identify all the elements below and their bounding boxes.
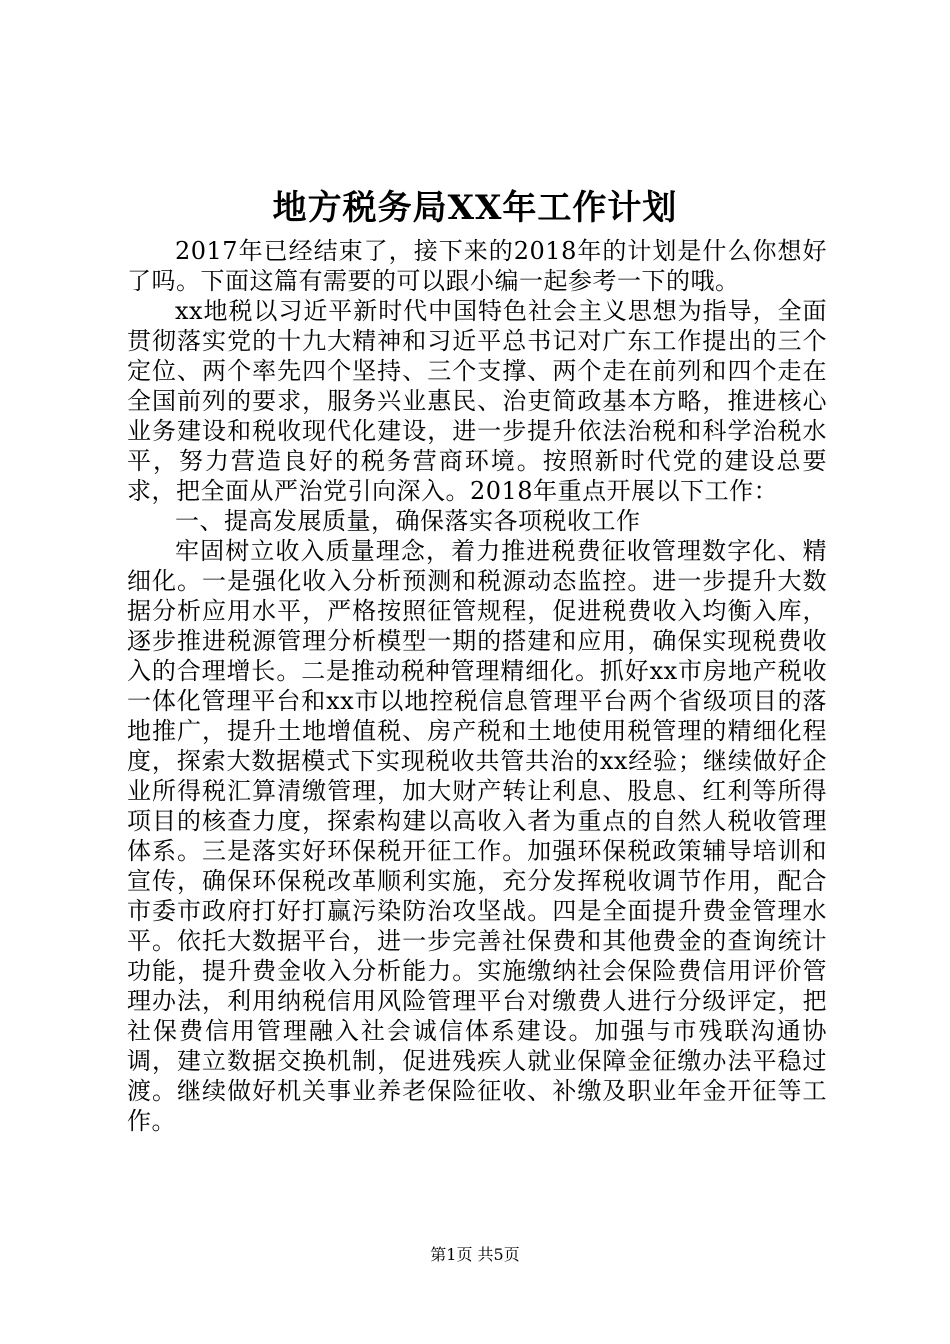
section-paragraph: 牢固树立收入质量理念，着力推进税费征收管理数字化、精细化。一是强化收入分析预测和税源动态监控。进一步提升大数据分析应用水平，严格按照征管规程，促进税费收入均衡入库，逐步推进税源管理分析模型一期的搭建和应用，确保实现税费收入的合理增长。二是推动税种管理精细化。抓好xx市房地产税收一体化管理平台和xx市以地控税信息管理平台两个省级项目的落地推广，提升土地增值税、房产税和土地使用税管理的精细化程度，探索大数据模式下实现税收共管共治的xx经验；继续做好企业所得税汇算清缴管理，加大财产转让利息、股息、红利等所得项目的核查力度，探索构建以高收入者为重点的自然人税收管理体系。三是落实好环保税开征工作。加强环保税政策辅导培训和宣传，确保环保税改革顺利实施，充分发挥税收调节作用，配合市委市政府打好打赢污染防治攻坚战。四是全面提升费金管理水平。依托大数据平台，进一步完善社保费和其他费金的查询统计功能，提升费金收入分析能力。实施缴纳社会保险费信用评价管理办法，利用纳税信用风险管理平台对缴费人进行分级评定，把社保费信用管理融入社会诚信体系建设。加强与市残联沟通协调，建立数据交换机制，促进残疾人就业保障金征缴办法平稳过渡。继续做好机关事业养老保险征收、补缴及职业年金开征等工作。 xyxy=(127,537,827,1135)
section-heading: 一、提高发展质量，确保落实各项税收工作 xyxy=(175,507,641,535)
page-number: 第1页 共5页 xyxy=(430,1245,520,1264)
overview-paragraph: xx地税以习近平新时代中国特色社会主义思想为指导，全面贯彻落实党的十九大精神和习近平总书记对广东工作提出的三个定位、两个率先四个坚持、三个支撑、两个走在前列和四个走在全国前列的要求，服务兴业惠民、治吏简政基本方略，推进核心业务建设和税收现代化建设，进一步提升依法治税和科学治税水平，努力营造良好的税务营商环境。按照新时代党的建设总要求，把全面从严治党引向深入。2018年重点开展以下工作： xyxy=(127,297,827,505)
intro-paragraph: 2017年已经结束了，接下来的2018年的计划是什么你想好了吗。下面这篇有需要的可以跟小编一起参考一下的哦。 xyxy=(127,237,827,295)
document-body xyxy=(127,236,827,1136)
document-title: 地方税务局XX年工作计划 xyxy=(272,188,678,228)
